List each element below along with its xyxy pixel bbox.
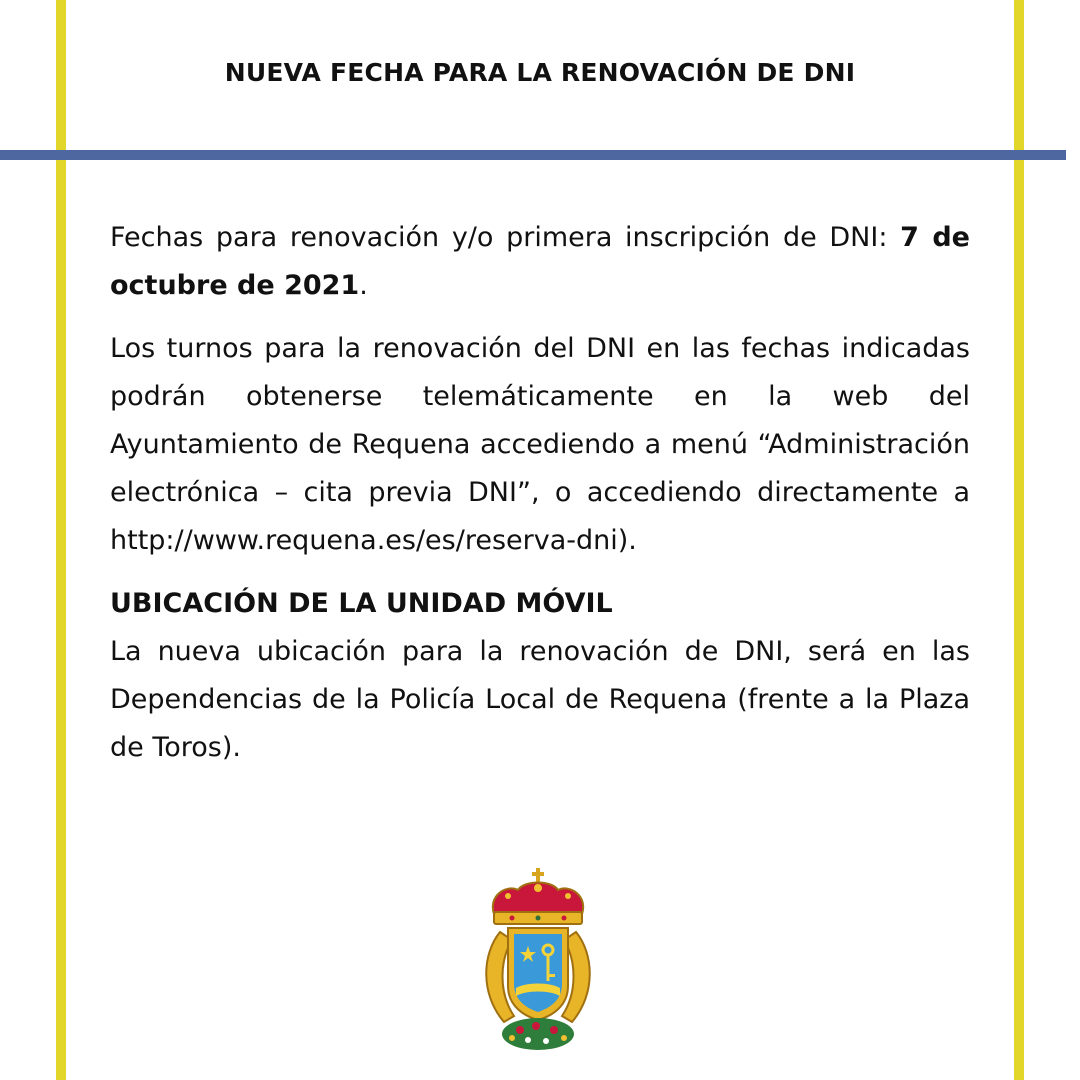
coat-of-arms-icon <box>478 866 598 1056</box>
renewal-date: 7 de octubre de 2021 <box>110 222 970 301</box>
dates-end: . <box>359 270 368 301</box>
right-yellow-border-line <box>1014 0 1024 1080</box>
location-paragraph <box>110 580 970 772</box>
location-heading: UBICACIÓN DE LA UNIDAD MÓVIL <box>110 588 613 619</box>
left-yellow-border-line <box>56 0 66 1080</box>
location-text: La nueva ubicación para la renovación de DNI, será en las Dependencias de la Policía Local de Requena (frente a la Plaza de Toros). <box>110 636 970 763</box>
dates-text: Fechas para renovación y/o primera inscripción de DNI: <box>110 222 901 253</box>
appointments-paragraph: Los turnos para la renovación del DNI en las fechas indicadas podrán obtenerse telemáticamente en la web del Ayuntamiento de Requena accediendo a menú “Administración electrónica – cita previa DNI”, o accediendo directamente a http://www.requena.es/es/reserva-dni). <box>110 333 970 556</box>
header-divider-line <box>0 150 1066 160</box>
notice-body <box>110 214 970 787</box>
page-title: NUEVA FECHA PARA LA RENOVACIÓN DE DNI <box>224 58 856 87</box>
dates-paragraph <box>110 214 970 310</box>
